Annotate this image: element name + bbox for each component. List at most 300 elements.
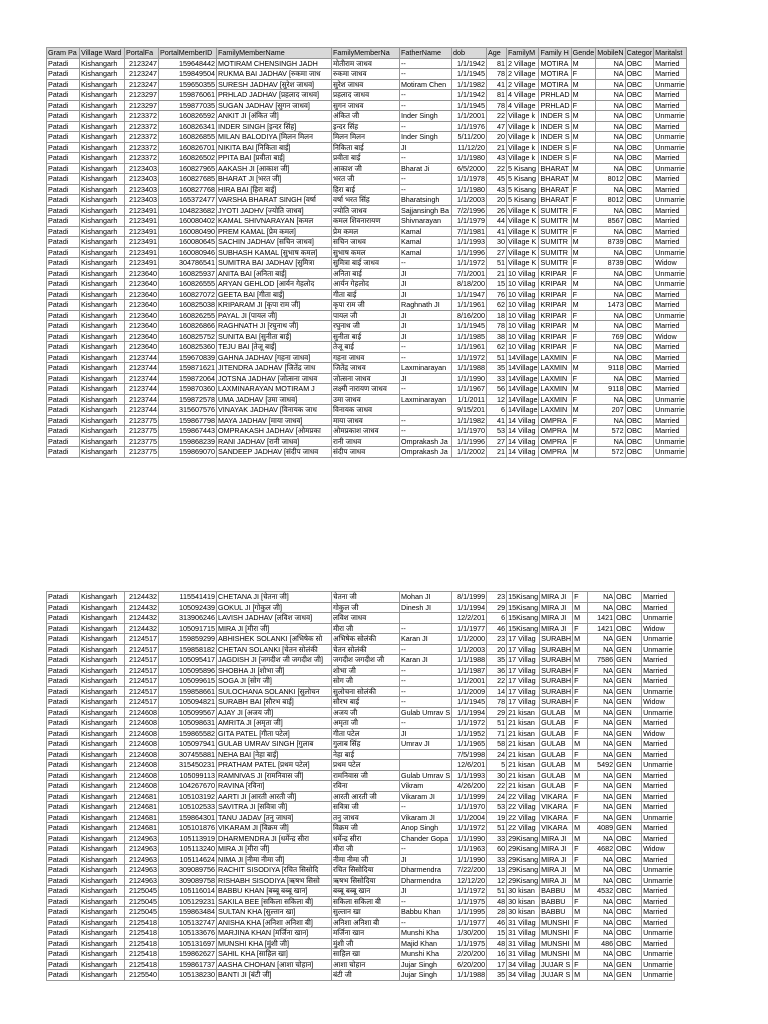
cell-father-name: JI	[400, 854, 452, 865]
cell-marital-status: Unmarrie	[643, 707, 673, 717]
cell-portal-family-id: 2124608	[125, 707, 159, 718]
cell-gender: F	[573, 959, 588, 970]
cell-family-head: MIRA JI	[540, 592, 573, 603]
cell-gram-panchayat: Patadi	[47, 79, 80, 90]
cell-family-member-name-hindi: रविना	[332, 781, 400, 792]
cell-dob: 1/1/1972	[452, 258, 487, 269]
cell-family-member-name: NIKITA BAI [निकिता बाई]	[217, 142, 332, 153]
cell-family-mukhiya: 14Village	[508, 363, 538, 372]
cell-age: 43	[487, 153, 507, 164]
cell-portal-family-id: 2123372	[125, 142, 159, 153]
cell-gender: F	[571, 142, 596, 153]
cell-age: 60	[487, 844, 507, 855]
cell-category: OBC	[625, 69, 654, 80]
cell-father-name: Jujar Singh	[400, 959, 452, 970]
cell-village-ward: Kishangarh	[80, 100, 125, 111]
cell-family-head: MUNSHI	[540, 949, 573, 960]
cell-family-head: GULAB	[540, 728, 573, 739]
cell-father-name: JI	[400, 268, 452, 279]
table-row	[47, 623, 675, 634]
cell-gender: F	[571, 69, 596, 80]
cell-village-ward: Kishangarh	[80, 896, 125, 907]
cell-family-member-name-hindi: रघुनाथ जी	[332, 321, 400, 332]
cell-marital-status: Married	[654, 174, 687, 185]
cell-marital-status: Unmarrie	[655, 195, 685, 204]
cell-family-member-name-hindi: इन्दर सिंह	[332, 121, 400, 132]
cell-family-member-name-hindi: आकाश जी	[332, 163, 400, 174]
cell-dob: 1/1/2009	[452, 686, 487, 697]
cell-village-ward: Kishangarh	[80, 728, 125, 739]
cell-age: 76	[487, 289, 507, 300]
cell-family-head: KRIPAR	[539, 321, 571, 332]
cell-family-mukhiya: 29Kisang	[508, 854, 539, 864]
cell-portal-member-id: 159849504	[159, 69, 217, 80]
table-row	[47, 812, 675, 823]
cell-family-member-name: AJAY JI [अजय जी]	[217, 707, 332, 718]
cell-gender: M	[571, 363, 596, 374]
cell-family-member-name: MARJINA KHAN [मर्जिना खान]	[217, 928, 332, 939]
cell-father-name: Laxminarayan	[400, 394, 452, 405]
cell-age: 78	[487, 321, 507, 332]
cell-family-member-name-hindi: सवित्रा जी	[332, 802, 400, 813]
cell-marital-status: Widow	[654, 258, 687, 269]
cell-mobile-no: NA	[596, 111, 625, 122]
cell-family-head: GULAB	[540, 707, 573, 718]
cell-father-name: Dharmendra	[400, 865, 452, 876]
cell-mobile-no: NA	[596, 247, 625, 258]
header-family-member-name-hindi: FamilyMemberNa	[332, 48, 400, 59]
table-row	[47, 791, 675, 802]
cell-age: 38	[487, 331, 507, 342]
cell-family-member-name: ARYAN GEHLOD [आर्यन गेहलोद	[217, 279, 332, 290]
cell-family-head: GULAB	[540, 749, 573, 760]
cell-gram-panchayat: Patadi	[47, 405, 80, 416]
cell-dob: 1/1/1961	[452, 300, 487, 311]
cell-mobile-no: 8012	[596, 195, 625, 206]
cell-gender: F	[573, 917, 588, 928]
cell-village-ward: Kishangarh	[80, 310, 125, 321]
cell-marital-status: Unmarrie	[643, 875, 673, 885]
cell-family-mukhiya: 29Kisang	[508, 875, 539, 885]
cell-father-name: Kamal	[400, 247, 452, 258]
cell-gram-panchayat: Patadi	[47, 875, 80, 886]
table-row	[47, 854, 675, 865]
cell-father-name: Inder Singh	[400, 132, 452, 143]
cell-family-mukhiya: 17 Villag	[507, 655, 540, 666]
cell-family-mukhiya: 15Kisang	[508, 623, 539, 633]
cell-family-head: KRIPAR	[539, 331, 571, 342]
table-row	[47, 718, 675, 729]
cell-mobile-no: NA	[588, 592, 615, 603]
cell-family-member-name: TEJU BAI [तेजू बाई]	[217, 342, 332, 353]
cell-dob: 1/1/1945	[452, 100, 487, 111]
cell-village-ward: Kishangarh	[80, 289, 125, 300]
cell-father-name: Dharmendra	[400, 875, 452, 886]
cell-age: 15	[487, 279, 507, 290]
cell-portal-member-id: 160826855	[159, 132, 217, 143]
cell-age: 48	[487, 896, 507, 907]
cell-portal-member-id: 160825752	[159, 331, 217, 342]
cell-marital-status: Married	[642, 665, 675, 676]
cell-dob: 1/1/1972	[452, 718, 487, 729]
cell-family-head: GULAB	[540, 770, 573, 781]
cell-family-member-name-hindi: चेतना जी	[332, 592, 400, 603]
cell-marital-status: Married	[642, 907, 675, 918]
cell-family-member-name-hindi: मर्जिना खान	[332, 928, 400, 939]
cell-portal-family-id: 2123247	[125, 79, 159, 90]
cell-gram-panchayat: Patadi	[47, 823, 80, 834]
table-row	[47, 970, 675, 981]
cell-portal-member-id: 315450231	[159, 760, 217, 771]
cell-category: OBC	[615, 938, 642, 949]
cell-age: 19	[487, 812, 507, 823]
cell-category: GEN	[615, 655, 642, 666]
cell-portal-family-id: 2124517	[125, 676, 159, 687]
cell-age: 22	[487, 163, 507, 174]
cell-father-name: Motiram Chen	[400, 79, 452, 90]
cell-village-ward: Kishangarh	[80, 697, 125, 708]
table-row	[47, 917, 675, 928]
cell-family-member-name: RUKMA BAI JADHAV [रुकमा जाध	[217, 69, 332, 80]
cell-gender: M	[573, 970, 588, 981]
cell-age: 27	[487, 247, 507, 258]
cell-portal-family-id: 2124681	[125, 812, 159, 823]
cell-village-ward: Kishangarh	[80, 363, 125, 374]
cell-gram-panchayat: Patadi	[47, 602, 80, 613]
cell-mobile-no: NA	[596, 415, 625, 426]
cell-gram-panchayat: Patadi	[47, 781, 80, 792]
cell-family-head: SURABH	[541, 697, 572, 706]
cell-gram-panchayat: Patadi	[47, 959, 80, 970]
cell-father-name: Vikram	[400, 781, 452, 792]
cell-village-ward: Kishangarh	[80, 79, 125, 90]
cell-father-name: JI	[400, 279, 452, 290]
cell-mobile-no: 572	[596, 447, 625, 458]
cell-gender: F	[571, 205, 596, 216]
cell-age: 26	[487, 205, 507, 216]
cell-marital-status: Married	[654, 69, 687, 80]
cell-age: 41	[487, 226, 507, 237]
table-row	[47, 686, 675, 697]
cell-family-mukhiya: 22 Villag	[507, 812, 540, 823]
cell-dob: 1/1/2004	[452, 812, 487, 823]
cell-mobile-no: 572	[596, 426, 625, 437]
cell-portal-family-id: 2123372	[125, 111, 159, 122]
cell-portal-family-id: 2123491	[125, 237, 159, 248]
cell-marital-status: Unmarrie	[655, 111, 685, 120]
cell-mobile-no: NA	[588, 928, 615, 939]
cell-father-name: Raghnath JI	[400, 300, 452, 311]
table-row	[47, 613, 675, 624]
cell-portal-member-id: 160826341	[159, 121, 217, 132]
cell-family-member-name-hindi: आर्यन गेहलोद	[332, 279, 400, 290]
cell-gram-panchayat: Patadi	[47, 697, 80, 708]
cell-portal-member-id: 159863484	[159, 907, 217, 918]
cell-family-member-name: ANKIT JI [अंकित जी]	[217, 111, 332, 122]
cell-dob: 1/1/2011	[452, 394, 487, 405]
cell-mobile-no: 1473	[596, 300, 625, 311]
cell-age: 62	[487, 300, 507, 311]
cell-family-head: SURABH	[541, 644, 572, 654]
table-row	[47, 268, 687, 279]
cell-portal-member-id: 160826592	[159, 111, 217, 122]
cell-mobile-no: 1421	[588, 613, 615, 624]
cell-category: GEN	[615, 791, 642, 802]
cell-marital-status: Unmarrie	[655, 436, 685, 446]
cell-mobile-no: NA	[588, 896, 615, 907]
cell-age: 53	[487, 426, 507, 437]
cell-father-name: --	[400, 58, 452, 69]
cell-family-head: INDER S	[540, 132, 570, 141]
cell-category: GEN	[615, 770, 642, 781]
cell-village-ward: Kishangarh	[80, 69, 125, 80]
cell-family-mukhiya: 21 kisan	[507, 749, 540, 760]
cell-family-member-name-hindi: सुभाष कमल	[332, 247, 400, 258]
cell-gender: F	[573, 844, 588, 855]
cell-portal-family-id: 2124608	[125, 739, 159, 750]
cell-portal-family-id: 2124432	[125, 623, 159, 634]
cell-dob: 1/1/1947	[452, 289, 487, 300]
cell-family-head: OMPRA	[539, 436, 571, 447]
cell-category: OBC	[625, 258, 654, 269]
cell-dob: 1/1/1990	[452, 854, 487, 865]
cell-portal-member-id: 159872064	[159, 373, 217, 384]
cell-portal-family-id: 2124608	[125, 770, 159, 781]
table-row	[47, 216, 687, 227]
cell-gender: M	[573, 770, 588, 781]
table-row	[47, 644, 675, 655]
cell-family-mukhiya: 17 Villag	[507, 644, 540, 655]
table-row	[47, 928, 675, 939]
cell-family-member-name-hindi: गोकुल जी	[332, 602, 400, 613]
table-row	[47, 247, 687, 258]
member-table-bottom	[46, 591, 675, 981]
cell-marital-status: Married	[642, 791, 675, 802]
cell-father-name	[400, 749, 452, 760]
cell-gram-panchayat: Patadi	[47, 184, 80, 195]
cell-gender: F	[573, 592, 588, 603]
table-row	[47, 58, 687, 69]
cell-family-member-name: SACHIN JADHAV [सचिन जाधव]	[217, 237, 332, 248]
table-row	[47, 938, 675, 949]
cell-father-name: Jujar Singh	[400, 970, 452, 981]
cell-age: 56	[487, 384, 507, 395]
cell-gram-panchayat: Patadi	[47, 676, 80, 687]
cell-village-ward: Kishangarh	[80, 352, 125, 363]
cell-family-mukhiya: 17 Villag	[507, 665, 540, 676]
cell-dob: 1/1/1996	[452, 247, 487, 258]
cell-family-member-name-hindi: सुल्तान खा	[332, 907, 400, 918]
cell-portal-member-id: 105099615	[159, 676, 217, 687]
cell-category: GEN	[615, 665, 642, 676]
cell-father-name: --	[400, 426, 452, 437]
table-row	[47, 100, 687, 111]
cell-gender: F	[573, 665, 588, 676]
table-row	[47, 697, 675, 708]
cell-mobile-no: 9118	[596, 384, 625, 395]
cell-mobile-no: NA	[588, 739, 615, 750]
cell-category: GEN	[615, 707, 642, 718]
cell-family-head: BABBU	[540, 886, 573, 897]
cell-family-mukhiya: 29Kisang	[508, 833, 539, 843]
cell-family-mukhiya: 5 Kisang	[507, 174, 539, 185]
cell-category: GEN	[615, 812, 642, 823]
cell-family-member-name-hindi: भरत जी	[332, 174, 400, 185]
cell-village-ward: Kishangarh	[80, 760, 125, 771]
cell-gender: F	[571, 331, 596, 342]
cell-portal-family-id: 2123640	[125, 289, 159, 300]
cell-father-name: Kamal	[400, 237, 452, 248]
cell-portal-family-id: 2123403	[125, 195, 159, 206]
cell-gram-panchayat: Patadi	[47, 111, 80, 122]
table-row	[47, 373, 687, 384]
cell-marital-status: Unmarrie	[655, 447, 685, 456]
cell-family-head: SURABH	[541, 676, 572, 685]
cell-portal-family-id: 2124681	[125, 802, 159, 813]
cell-father-name: JI	[400, 728, 452, 739]
cell-marital-status: Married	[654, 90, 687, 101]
cell-marital-status: Unmarrie	[643, 959, 673, 969]
cell-portal-member-id: 160827685	[159, 174, 217, 185]
cell-dob: 1/1/1977	[452, 623, 487, 634]
cell-portal-member-id: 105116014	[159, 886, 217, 897]
cell-village-ward: Kishangarh	[80, 142, 125, 153]
cell-category: OBC	[625, 163, 654, 174]
cell-dob: 1/1/1988	[452, 970, 487, 981]
cell-family-mukhiya: 34 Villag	[507, 959, 540, 970]
cell-dob: 1/1/1995	[452, 907, 487, 918]
header-village-ward: Village Ward	[80, 48, 125, 59]
cell-gram-panchayat: Patadi	[47, 928, 80, 939]
cell-gram-panchayat: Patadi	[47, 415, 80, 426]
cell-family-head: VIKARA	[540, 791, 573, 802]
cell-father-name: --	[400, 153, 452, 164]
cell-family-head: BHARAT	[539, 163, 571, 174]
cell-mobile-no: NA	[596, 205, 625, 216]
cell-mobile-no: 8739	[596, 258, 625, 269]
cell-marital-status: Unmarrie	[655, 310, 685, 320]
cell-category: OBC	[625, 436, 654, 447]
cell-portal-family-id: 2124681	[125, 791, 159, 802]
cell-gender: M	[571, 58, 596, 69]
cell-mobile-no: NA	[596, 90, 625, 101]
cell-family-member-name-hindi: अजय जी	[332, 707, 400, 718]
cell-mobile-no: 4089	[588, 823, 615, 834]
cell-category: GEN	[615, 749, 642, 760]
cell-portal-family-id: 2123491	[125, 216, 159, 227]
cell-age: 23	[487, 634, 507, 645]
cell-gram-panchayat: Patadi	[47, 886, 80, 897]
header-family-mukhiya: FamilyM	[507, 48, 539, 59]
cell-village-ward: Kishangarh	[80, 279, 125, 290]
cell-gender: F	[571, 184, 596, 195]
cell-marital-status: Married	[642, 592, 675, 603]
cell-family-mukhiya: Village K	[507, 205, 539, 216]
cell-mobile-no: 486	[588, 938, 615, 949]
cell-portal-family-id: 2123775	[125, 436, 159, 447]
cell-family-member-name-hindi: वर्षा भरत सिंह	[332, 195, 400, 206]
cell-category: GEN	[615, 760, 642, 771]
cell-portal-member-id: 105091715	[159, 623, 217, 634]
cell-village-ward: Kishangarh	[80, 938, 125, 949]
cell-village-ward: Kishangarh	[80, 812, 125, 823]
cell-family-head: PRHLAD	[540, 100, 570, 110]
cell-mobile-no: NA	[596, 352, 625, 363]
cell-portal-member-id: 105095417	[159, 655, 217, 666]
cell-age: 78	[487, 697, 507, 708]
cell-dob: 1/1/1994	[452, 602, 487, 613]
cell-marital-status: Unmarrie	[643, 865, 673, 874]
cell-mobile-no: NA	[588, 665, 615, 676]
cell-marital-status: Widow	[654, 331, 687, 342]
cell-portal-member-id: 160825360	[159, 342, 217, 353]
cell-family-member-name: RANI JADHAV [रानी जाधव]	[217, 436, 332, 447]
cell-category: OBC	[625, 394, 654, 405]
cell-family-member-name: SUNITA BAI [सुनीता बाई]	[217, 331, 332, 342]
cell-gender: F	[573, 718, 588, 729]
cell-age: 41	[487, 415, 507, 426]
cell-category: OBC	[615, 886, 642, 897]
cell-family-member-name-hindi: पायल जी	[332, 310, 400, 321]
cell-marital-status: Unmarrie	[655, 394, 685, 404]
cell-father-name: Inder Singh	[400, 111, 452, 122]
cell-dob: 8/1/1999	[452, 592, 487, 603]
cell-category: OBC	[625, 268, 654, 279]
cell-father-name: Karan JI	[400, 634, 452, 645]
cell-gram-panchayat: Patadi	[47, 342, 80, 353]
cell-category: OBC	[625, 352, 654, 363]
cell-mobile-no: NA	[588, 791, 615, 802]
cell-family-mukhiya: Village K	[507, 237, 539, 248]
cell-gram-panchayat: Patadi	[47, 300, 80, 311]
cell-mobile-no: NA	[596, 121, 625, 132]
cell-portal-member-id: 309089758	[159, 875, 217, 886]
cell-gram-panchayat: Patadi	[47, 226, 80, 237]
cell-portal-member-id: 105099113	[159, 770, 217, 781]
member-table-top	[46, 47, 687, 458]
cell-family-mukhiya: 14Village	[508, 373, 538, 383]
cell-gender: F	[573, 812, 588, 823]
cell-gram-panchayat: Patadi	[47, 321, 80, 332]
cell-mobile-no: NA	[596, 163, 625, 174]
cell-father-name: Umrav JI	[400, 739, 452, 750]
cell-marital-status: Unmarrie	[655, 279, 685, 288]
cell-marital-status: Married	[654, 184, 687, 195]
cell-gender: F	[571, 373, 596, 384]
cell-portal-family-id: 2124432	[125, 592, 159, 603]
cell-village-ward: Kishangarh	[80, 959, 125, 970]
cell-category: OBC	[625, 205, 654, 216]
cell-marital-status: Married	[642, 938, 675, 949]
cell-gram-panchayat: Patadi	[47, 770, 80, 781]
cell-gender: M	[571, 279, 596, 290]
cell-dob: 1/1/1972	[452, 886, 487, 897]
cell-gram-panchayat: Patadi	[47, 384, 80, 395]
cell-village-ward: Kishangarh	[80, 268, 125, 279]
cell-family-mukhiya: 4 Village	[507, 100, 539, 111]
cell-category: OBC	[625, 237, 654, 248]
cell-category: OBC	[625, 289, 654, 300]
cell-marital-status: Married	[642, 602, 675, 613]
cell-gram-panchayat: Patadi	[47, 917, 80, 928]
cell-family-mukhiya: 15Kisang	[508, 592, 539, 601]
cell-portal-family-id: 2123640	[125, 268, 159, 279]
cell-gender: M	[573, 655, 588, 666]
cell-mobile-no: NA	[588, 949, 615, 960]
cell-portal-family-id: 2123640	[125, 342, 159, 353]
cell-gender: F	[573, 854, 588, 865]
cell-marital-status: Married	[654, 289, 687, 300]
